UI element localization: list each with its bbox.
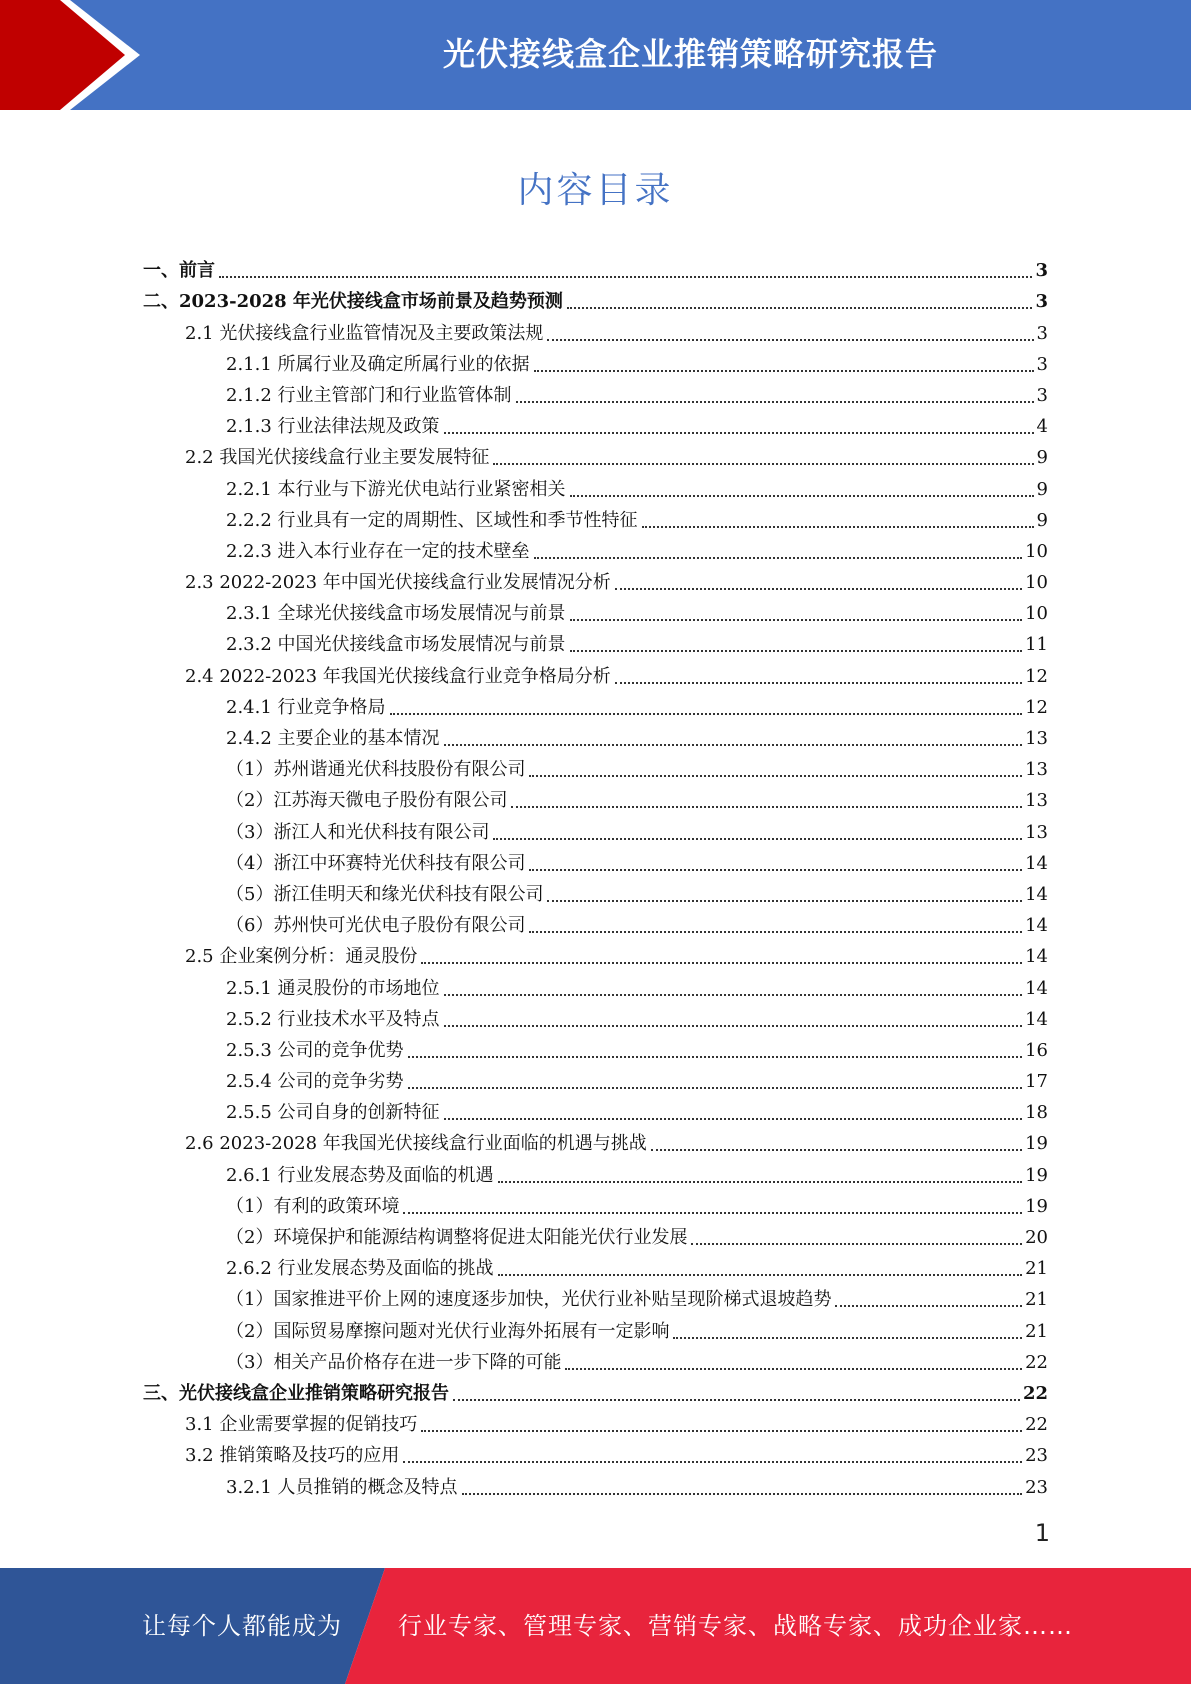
dot-leader: [444, 1025, 1023, 1027]
toc-entry[interactable]: [143, 659, 1048, 690]
toc-entry-label: 3.2.1 人员推销的概念及特点: [226, 1476, 458, 1498]
toc-entry-label: 2.1 光伏接线盒行业监管情况及主要政策法规: [185, 322, 544, 344]
toc-entry[interactable]: [143, 1283, 1048, 1314]
toc-entry[interactable]: [143, 1408, 1048, 1439]
toc-entry[interactable]: [143, 1127, 1048, 1158]
toc-entry-page: 16: [1025, 1039, 1048, 1061]
dot-leader: [534, 370, 1034, 372]
toc-entry-page: 13: [1025, 728, 1048, 749]
toc-entry-label: 2.5.2 行业技术水平及特点: [226, 1008, 440, 1030]
dot-leader: [570, 495, 1034, 497]
dot-leader: [421, 962, 1022, 964]
toc-entry-page: 13: [1025, 821, 1048, 843]
dot-leader: [511, 806, 1022, 808]
toc-entry-label: 2.3 2022-2023 年中国光伏接线盒行业发展情况分析: [185, 572, 611, 594]
dot-leader: [651, 1149, 1022, 1151]
red-arrow-icon: [0, 0, 200, 110]
toc-entry[interactable]: [143, 971, 1048, 1002]
toc-entry-page: 10: [1025, 540, 1048, 562]
toc-entry-page: 14: [1025, 946, 1048, 968]
toc-entry-page: 9: [1036, 447, 1048, 469]
toc-entry[interactable]: [143, 847, 1048, 878]
page-number: 1: [1034, 1519, 1050, 1547]
toc-entry-page: 22: [1025, 1351, 1048, 1373]
toc-entry[interactable]: [143, 1221, 1048, 1252]
toc-entry-label: （5）浙江佳明天和缘光伏科技有限公司: [226, 883, 544, 905]
toc-entry[interactable]: [143, 1096, 1048, 1127]
dot-leader: [547, 339, 1033, 341]
toc-entry-label: （2）江苏海天微电子股份有限公司: [226, 790, 508, 812]
toc-entry-page: 9: [1036, 478, 1048, 500]
toc-entry-page: 23: [1025, 1476, 1048, 1498]
toc-entry[interactable]: [143, 1470, 1048, 1501]
dot-leader: [444, 994, 1023, 996]
toc-entry-label: （3）浙江人和光伏科技有限公司: [226, 821, 490, 843]
dot-leader: [567, 307, 1033, 309]
toc-entry-page: 10: [1025, 603, 1048, 625]
toc-entry-label: 2.6 2023-2028 年我国光伏接线盒行业面临的机遇与挑战: [185, 1133, 647, 1155]
toc-entry-page: 14: [1025, 915, 1048, 937]
toc-entry-label: （6）苏州快可光伏电子股份有限公司: [226, 915, 526, 937]
toc-heading: 内容目录: [517, 170, 674, 211]
toc-entry-label: 2.2.2 行业具有一定的周期性、区域性和季节性特征: [226, 509, 638, 531]
toc-entry[interactable]: [143, 1190, 1048, 1221]
toc-entry-page: 11: [1025, 634, 1048, 656]
toc-entry[interactable]: [143, 285, 1048, 316]
toc-entry-page: 14: [1025, 883, 1048, 905]
toc-entry[interactable]: [143, 784, 1048, 815]
dot-leader: [570, 650, 1023, 652]
toc-entry-label: 2.2.1 本行业与下游光伏电站行业紧密相关: [226, 478, 566, 500]
toc-entry[interactable]: [143, 1065, 1048, 1096]
toc-entry-label: 2.1.1 所属行业及确定所属行业的依据: [226, 353, 530, 375]
dot-leader: [529, 869, 1022, 871]
dot-leader: [615, 588, 1022, 590]
toc-entry[interactable]: [143, 566, 1048, 597]
toc-entry[interactable]: [143, 504, 1048, 535]
page-header: [0, 0, 1191, 110]
toc-entry-label: （2）环境保护和能源结构调整将促进太阳能光伏行业发展: [226, 1227, 688, 1248]
toc-entry[interactable]: [143, 909, 1048, 940]
toc-entry[interactable]: [143, 379, 1048, 410]
toc-entry[interactable]: [143, 535, 1048, 566]
dot-leader: [493, 463, 1033, 465]
footer-slogan-right: 行业专家、管理专家、营销专家、战略专家、成功企业家……: [398, 1612, 1073, 1640]
toc-entry[interactable]: [143, 1003, 1048, 1034]
toc-entry-label: 2.2 我国光伏接线盒行业主要发展特征: [185, 447, 490, 469]
toc-entry[interactable]: [143, 628, 1048, 659]
toc-entry-page: 12: [1025, 665, 1048, 687]
toc-entry[interactable]: [143, 472, 1048, 503]
toc-entry[interactable]: [143, 1346, 1048, 1377]
dot-leader: [516, 401, 1034, 403]
toc-entry-page: 14: [1025, 852, 1048, 874]
dot-leader: [403, 1461, 1022, 1463]
toc-entry-label: 2.5 企业案例分析：通灵股份: [185, 946, 418, 968]
dot-leader: [421, 1430, 1022, 1432]
toc-entry-page: 21: [1025, 1289, 1048, 1311]
toc-entry-page: 18: [1025, 1102, 1048, 1124]
toc-entry-page: 12: [1025, 696, 1048, 718]
toc-entry[interactable]: [143, 1439, 1048, 1470]
dot-leader: [691, 1243, 1022, 1245]
toc-entry-page: 3: [1035, 291, 1048, 313]
toc-entry-label: 一、前言: [143, 260, 215, 282]
dot-leader: [570, 619, 1023, 621]
toc-entry-label: 3.2 推销策略及技巧的应用: [185, 1445, 400, 1467]
dot-leader: [547, 900, 1022, 902]
report-title: 光伏接线盒企业推销策略研究报告: [442, 35, 938, 73]
dot-leader: [673, 1337, 1022, 1339]
dot-leader: [835, 1305, 1022, 1307]
toc-entry-label: 2.5.1 通灵股份的市场地位: [226, 977, 440, 999]
toc-entry[interactable]: [143, 1314, 1048, 1345]
toc-entry-label: 2.6.2 行业发展态势及面临的挑战: [226, 1258, 494, 1280]
dot-leader: [403, 1212, 1022, 1214]
toc-entry-label: 2.5.3 公司的竞争优势: [226, 1039, 404, 1061]
dot-leader: [219, 276, 1032, 278]
dot-leader: [408, 1087, 1023, 1089]
footer-slogan-left: 让每个人都能成为: [142, 1612, 342, 1640]
dot-leader: [529, 931, 1022, 933]
toc-entry[interactable]: [143, 441, 1048, 472]
dot-leader: [453, 1399, 1020, 1401]
toc-entry-page: 14: [1025, 1008, 1048, 1030]
toc-entry-label: 2.3.1 全球光伏接线盒市场发展情况与前景: [226, 603, 566, 625]
dot-leader: [408, 1056, 1023, 1058]
toc-entry-page: 3: [1035, 260, 1048, 282]
toc-entry-page: 3: [1036, 384, 1048, 406]
toc-entry[interactable]: [143, 348, 1048, 379]
toc-entry-page: 17: [1025, 1071, 1048, 1093]
toc-entry-label: 2.4.2 主要企业的基本情况: [226, 728, 440, 749]
toc-entry[interactable]: [143, 1158, 1048, 1189]
toc-entry[interactable]: [143, 410, 1048, 441]
toc-entry[interactable]: [143, 597, 1048, 628]
toc-entry-label: 2.4.1 行业竞争格局: [226, 696, 386, 718]
dot-leader: [642, 526, 1034, 528]
toc-entry-page: 19: [1025, 1133, 1048, 1155]
dot-leader: [529, 775, 1022, 777]
toc-entry-label: 2.1.3 行业法律法规及政策: [226, 416, 440, 438]
toc-entry-page: 3: [1036, 353, 1048, 375]
toc-entry[interactable]: [143, 1252, 1048, 1283]
dot-leader: [444, 744, 1023, 746]
toc-entry-page: 14: [1025, 977, 1048, 999]
dot-leader: [565, 1368, 1022, 1370]
dot-leader: [444, 1118, 1023, 1120]
dot-leader: [615, 682, 1022, 684]
toc-entry-label: 2.3.2 中国光伏接线盒市场发展情况与前景: [226, 634, 566, 656]
toc-entry[interactable]: [143, 1034, 1048, 1065]
toc-entry-page: 23: [1025, 1445, 1048, 1467]
toc-entry-page: 22: [1025, 1414, 1048, 1436]
dot-leader: [498, 1274, 1023, 1276]
toc-entry-label: 3.1 企业需要掌握的促销技巧: [185, 1414, 418, 1436]
toc-entry-label: （1）有利的政策环境: [226, 1195, 400, 1217]
toc-entry-page: 10: [1025, 572, 1048, 594]
toc-entry-label: 2.1.2 行业主管部门和行业监管体制: [226, 384, 512, 406]
toc-entry[interactable]: [143, 1377, 1048, 1408]
toc-entry-label: （1）苏州谐通光伏科技股份有限公司: [226, 759, 526, 781]
toc-entry[interactable]: [143, 753, 1048, 784]
toc-entry-label: 三、光伏接线盒企业推销策略研究报告: [143, 1382, 449, 1404]
toc-entry-page: 19: [1025, 1164, 1048, 1186]
toc-entry-label: （2）国际贸易摩擦问题对光伏行业海外拓展有一定影响: [226, 1320, 670, 1342]
toc-entry-label: 2.5.4 公司的竞争劣势: [226, 1071, 404, 1093]
toc-entry[interactable]: [143, 691, 1048, 722]
toc-entry-page: 21: [1025, 1320, 1048, 1342]
toc-entry-label: 2.6.1 行业发展态势及面临的机遇: [226, 1164, 494, 1186]
toc-entry[interactable]: [143, 878, 1048, 909]
toc-entry-page: 13: [1025, 759, 1048, 781]
dot-leader: [462, 1493, 1023, 1495]
dot-leader: [493, 838, 1022, 840]
table-of-contents: [143, 254, 1048, 1502]
toc-entry[interactable]: [143, 815, 1048, 846]
dot-leader: [444, 432, 1034, 434]
toc-entry[interactable]: [143, 254, 1048, 285]
toc-entry-label: （4）浙江中环赛特光伏科技有限公司: [226, 852, 526, 874]
toc-entry[interactable]: [143, 316, 1048, 347]
toc-entry-label: （1）国家推进平价上网的速度逐步加快，光伏行业补贴呈现阶梯式退坡趋势: [226, 1289, 832, 1311]
toc-entry-page: 19: [1025, 1195, 1048, 1217]
toc-entry-page: 20: [1025, 1227, 1048, 1248]
toc-entry-label: 2.5.5 公司自身的创新特征: [226, 1102, 440, 1124]
toc-entry-page: 21: [1025, 1258, 1048, 1280]
page-footer: [0, 1568, 1191, 1684]
toc-entry-page: 13: [1025, 790, 1048, 812]
toc-entry-page: 3: [1036, 322, 1048, 344]
toc-entry-label: 2.2.3 进入本行业存在一定的技术壁垒: [226, 540, 530, 562]
toc-entry-label: 二、2023-2028 年光伏接线盒市场前景及趋势预测: [143, 291, 563, 313]
toc-entry-page: 4: [1036, 416, 1048, 438]
toc-entry[interactable]: [143, 940, 1048, 971]
toc-entry-label: 2.4 2022-2023 年我国光伏接线盒行业竞争格局分析: [185, 665, 611, 687]
toc-entry[interactable]: [143, 722, 1048, 753]
dot-leader: [498, 1181, 1023, 1183]
toc-entry-label: （3）相关产品价格存在进一步下降的可能: [226, 1351, 562, 1373]
toc-entry-page: 22: [1022, 1382, 1048, 1404]
dot-leader: [534, 557, 1023, 559]
toc-entry-page: 9: [1036, 509, 1048, 531]
dot-leader: [390, 713, 1023, 715]
